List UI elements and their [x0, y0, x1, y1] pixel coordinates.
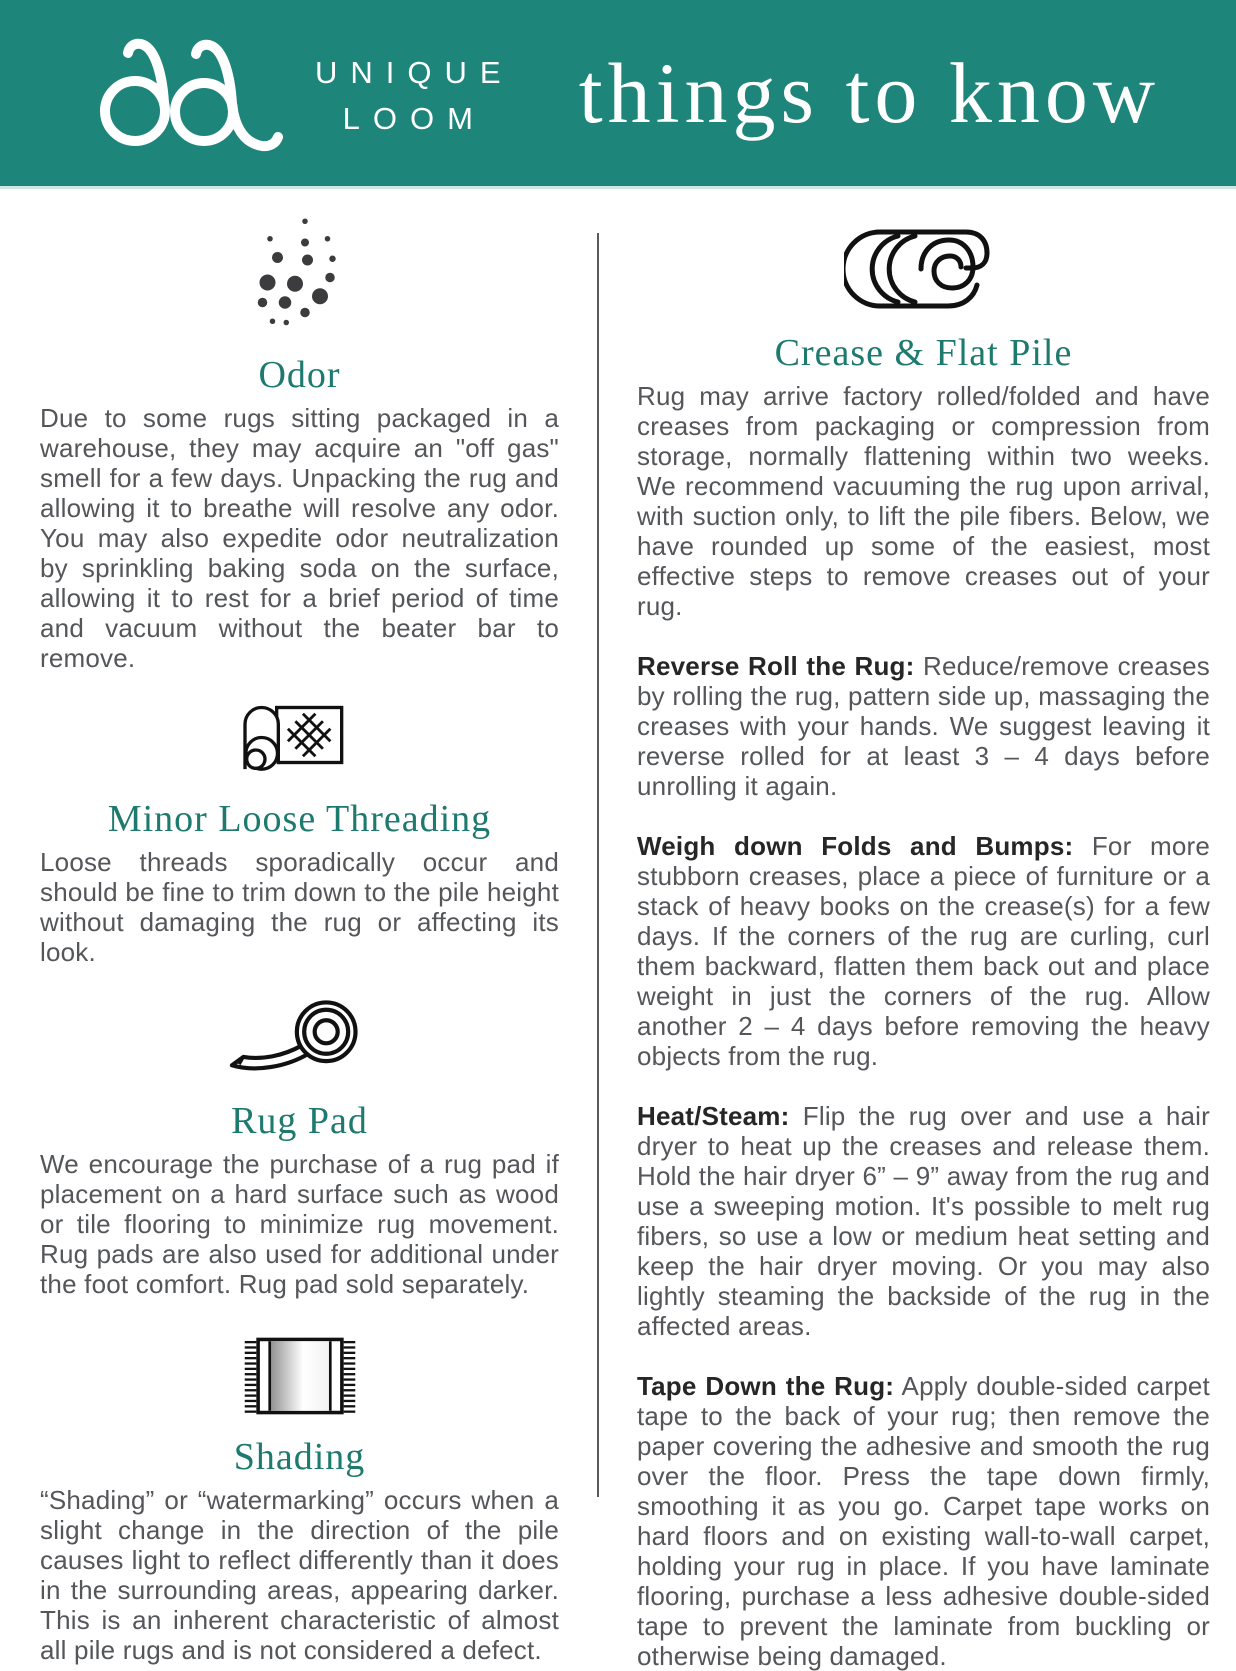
tip-weigh-down-label: Weigh down Folds and Bumps: [637, 831, 1074, 861]
rug-pad-roll-icon [40, 993, 559, 1081]
shading-text: “Shading” or “watermarking” occurs when a slight change in the direction of the pile causes light to reflect differently than it does in the surrounding areas, appearing darker. This is an inherent characteristic of almost all pile rugs and is not considered a defect. [40, 1485, 559, 1665]
loose-threading-icon [40, 689, 559, 781]
right-column [599, 189, 1236, 1671]
crease-flat-pile-heading: Crease & Flat Pile [774, 332, 1073, 374]
tip-reverse-roll-text: Reduce/remove creases by rolling the rug, pattern side up, massaging the creases with your hands. We suggest leaving it reverse rolled for at least 3 – 4 days before unrolling it again. [637, 651, 1211, 801]
shaded-rug-icon [40, 1335, 559, 1417]
odor-dots-icon [40, 211, 559, 339]
section-crease-flat-pile [637, 223, 1210, 1671]
section-odor [40, 211, 559, 673]
unique-loom-logo-icon [96, 29, 311, 157]
brand-line2: LOOM [342, 101, 486, 136]
loose-threading-text: Loose threads sporadically occur and should be fine to trim down to the pile height without damaging the rug or affecting its look. [40, 847, 559, 967]
tip-reverse-roll [637, 651, 1210, 801]
odor-text: Due to some rugs sitting packaged in a warehouse, they may acquire an "off gas" smell for a few days. Unpacking the rug and allowing it to breathe will resolve any odor. You may also expedite odor neutralization by sprinkling baking soda on the surface, allowing it to rest for a brief period of time and vacuum without the beater bar to remove. [40, 403, 559, 673]
section-loose-threading [40, 689, 559, 967]
crease-intro-text: Rug may arrive factory rolled/folded and have creases from packaging or compression from storage, normally flattening within two weeks. We recommend vacuuming the rug upon arrival, with suction only, to lift the pile fibers. Below, we have rounded up some of the easiest, most effective steps to remove creases out of your rug. [637, 381, 1210, 621]
shading-heading: Shading [233, 1436, 366, 1478]
brand-name [315, 55, 514, 137]
unique-loom-logo [96, 29, 514, 157]
tip-weigh-down [637, 831, 1210, 1071]
rug-pad-heading: Rug Pad [231, 1100, 368, 1142]
tip-tape-down-label: Tape Down the Rug: [637, 1371, 895, 1401]
rolled-rug-icon [637, 223, 1210, 315]
tip-weigh-down-text: For more stubborn creases, place a piece of furniture or a stack of heavy books on the crease(s) for a few days. If the corners of the rug are curling, curl them backward, flatten them back out and place weight in just the corners of the rug. Allow another 2 – 4 days before removing the heavy objects from the rug. [637, 831, 1210, 1071]
rug-pad-text: We encourage the purchase of a rug pad if placement on a hard surface such as wood or tile flooring to minimize rug movement. Rug pads are also used for additional under the foot comfort. Rug pad sold separately. [40, 1149, 559, 1299]
odor-heading: Odor [258, 354, 341, 396]
tip-heat-steam [637, 1101, 1210, 1341]
tip-reverse-roll-label: Reverse Roll the Rug: [637, 651, 915, 681]
tip-heat-steam-label: Heat/Steam: [637, 1101, 790, 1131]
tip-heat-steam-text: Flip the rug over and use a hair dryer to heat up the creases and release them. Hold the hair dryer 6” – 9” away from the rug and use a sweeping motion. It's possible to melt rug fibers, so use a low or medium heat setting and keep the hair dryer moving. Or you may also lightly steaming the backside of the rug in the affected areas. [637, 1101, 1210, 1341]
left-column [0, 189, 597, 1665]
section-shading [40, 1335, 559, 1665]
tip-tape-down [637, 1371, 1210, 1671]
tip-tape-down-text: Apply double-sided carpet tape to the back of your rug; then remove the paper covering the adhesive and smooth the rug over the floor. Press the tape down firmly, smoothing it as you go. Carpet tape works on hard floors and on existing wall-to-wall carpet, holding your rug in place. If you have laminate flooring, purchase a less adhesive double-sided tape to prevent the laminate from buckling or otherwise being damaged. [637, 1371, 1210, 1671]
header-banner [0, 0, 1236, 189]
page-title: things to know [578, 45, 1160, 141]
brand-line1: UNIQUE [315, 55, 514, 90]
content-columns [0, 189, 1236, 1671]
loose-threading-heading: Minor Loose Threading [107, 798, 492, 840]
section-rug-pad [40, 993, 559, 1299]
